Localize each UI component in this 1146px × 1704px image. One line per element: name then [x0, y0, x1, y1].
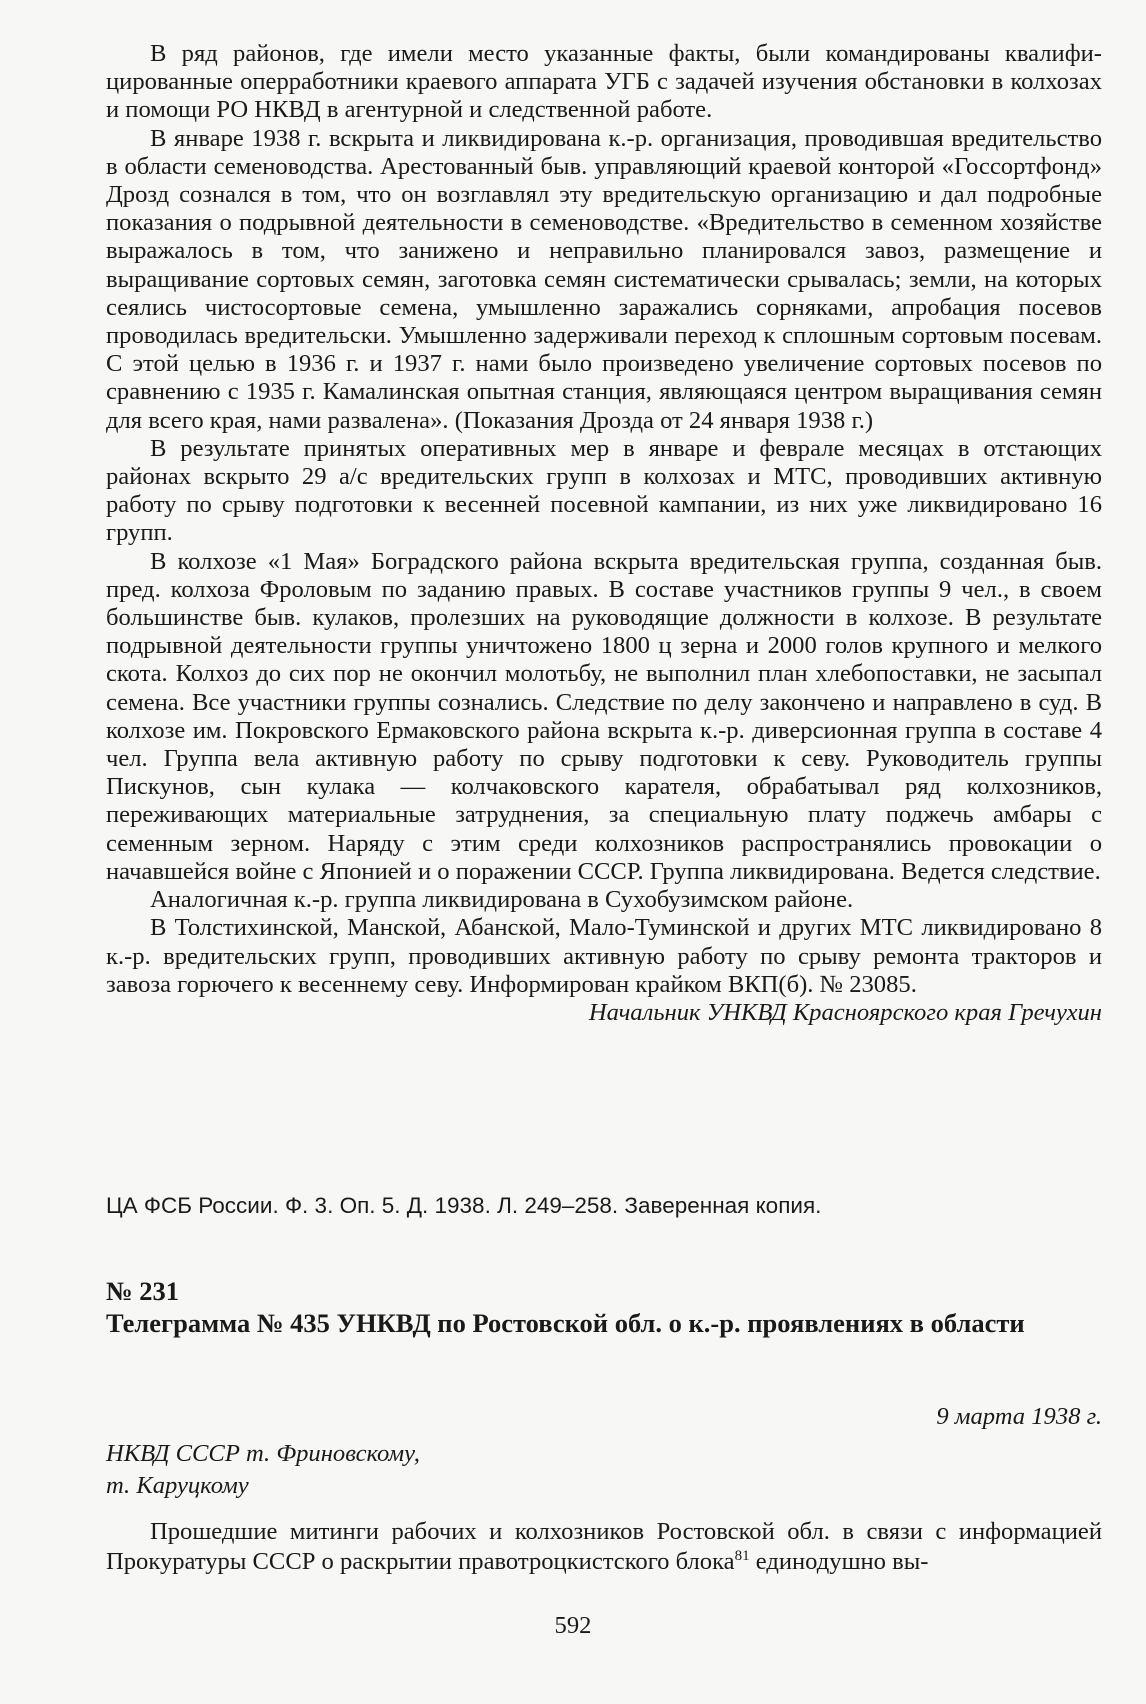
paragraph-commanded-officers: В ряд районов, где имели место указанные факты, были командированы квалифицированные оперработники краевого аппарата УГБ с задачей изучения обстановки в колхозах и помощи РО НКВД в агентурной и следственной работе. — [106, 40, 1102, 124]
signature: Начальник УНКВД Красноярского края Гречухин — [588, 998, 1102, 1026]
telegram-text — [106, 1517, 1102, 1577]
document-title: Телеграмма № 435 УНКВД по Ростовской обл. о к.-р. проявлениях в области — [106, 1308, 1025, 1338]
archive-source: ЦА ФСБ России. Ф. 3. Оп. 5. Д. 1938. Л. 249–258. Заверенная копия. — [106, 1193, 822, 1218]
telegram-text-start: Прошедшие митинги рабочих и колхозников Ростовской обл. в связи с информацией Прокуратуры СССР о раскрытии правотроцкистского блока — [106, 1518, 1102, 1575]
document-body — [106, 40, 1102, 1027]
addressee-karutsky: т. Каруцкому — [106, 1472, 249, 1499]
paragraph-sabotage-groups: В результате принятых оперативных мер в январе и феврале месяцах в отстающих районах вскрыто 29 а/с вредительских групп в колхозах и МТС, проводивших активную работу по срыву подготовки к весенней посевной кампании, из них уже ликвидировано 16 групп. — [106, 434, 1102, 547]
page-number: 592 — [554, 1612, 592, 1639]
document-header — [106, 1275, 1102, 1339]
paragraph-sukhobuzimsky: Аналогичная к.-р. группа ликвидирована в Сухобузимском районе. — [150, 886, 854, 914]
document-date: 9 марта 1938 г. — [936, 1403, 1102, 1430]
paragraph-mts-groups: В Толстихинской, Манской, Абанской, Мало-Туминской и других МТС ликвидировано 8 к.-р. вредительских групп, проводивших активную работу по срыву ремонта тракторов и завоза горючего к весеннему севу. Информирован крайком ВКП(б). № 23085. — [106, 914, 1102, 998]
paragraph-seed-organization: В январе 1938 г. вскрыта и ликвидирована к.-р. организация, проводившая вредительство в области семеноводства. Арестованный быв. управляющий краевой конторой «Госсортфонд» Дрозд сознался в том, что он возглавлял эту вредительскую организацию и дал подробные показания о подрывной деятельности в семеноводстве. «Вредительство в семенном хозяйстве выражалось в том, что занижено и неправильно планировался завоз, размещение и выращивание сортовых семян, заготовка семян систематически срывалась; земли, на которых сеялись чистосортовые семена, умышленно заражались сорняками, апробация посевов проводилась вредительски. Умышленно задерживали переход к сплошным сортовым посевам. С этой целью в 1936 г. и 1937 г. нами было произведено увеличение сортовых посевов по сравнению с 1935 г. Камалинская опытная станция, являющаяся центром выращивания семян для всего края, нами развалена». (Показания Дрозда от 24 января 1938 г.) — [106, 124, 1102, 434]
telegram-text-end: единодушно вы- — [749, 1548, 929, 1575]
document-number: № 231 — [106, 1276, 180, 1306]
paragraph-kolkhoz-1-maya: В колхозе «1 Мая» Боградского района вскрыта вредительская группа, созданная быв. пред. колхоза Фроловым по заданию правых. В составе участников группы 9 чел., в своем большинстве быв. кулаков, пролезших на руководящие должности в колхозе. В результате подрывной деятельности группы уничтожено 1800 ц зерна и 2000 голов крупного и мелкого скота. Колхоз до сих пор не окончил молотьбу, не выполнил план хлебопоставки, не засыпал семена. Все участники группы сознались. Следствие по делу закончено и направлено в суд. В колхозе им. Покровского Ермаковского района вскрыта к.-р. диверсионная группа в составе 4 чел. Группа вела активную работу по срыву подготовки к севу. Руководитель группы Пискунов, сын кулака — колчаковского карателя, обрабатывал ряд колхозников, переживающих материальные затруднения, за специальную плату поджечь амбары с семенным зерном. Наряду с этим среди колхозников распространялись провокации о начавшейся войне с Японией и о поражении СССР. Группа ликвидирована. Ведется следствие. — [106, 547, 1102, 885]
addressees — [106, 1438, 1102, 1502]
addressee-frinovsky: НКВД СССР т. Фриновскому, — [106, 1440, 420, 1467]
footnote-reference[interactable]: 81 — [734, 1548, 750, 1564]
telegram-paragraph — [106, 1517, 1102, 1577]
